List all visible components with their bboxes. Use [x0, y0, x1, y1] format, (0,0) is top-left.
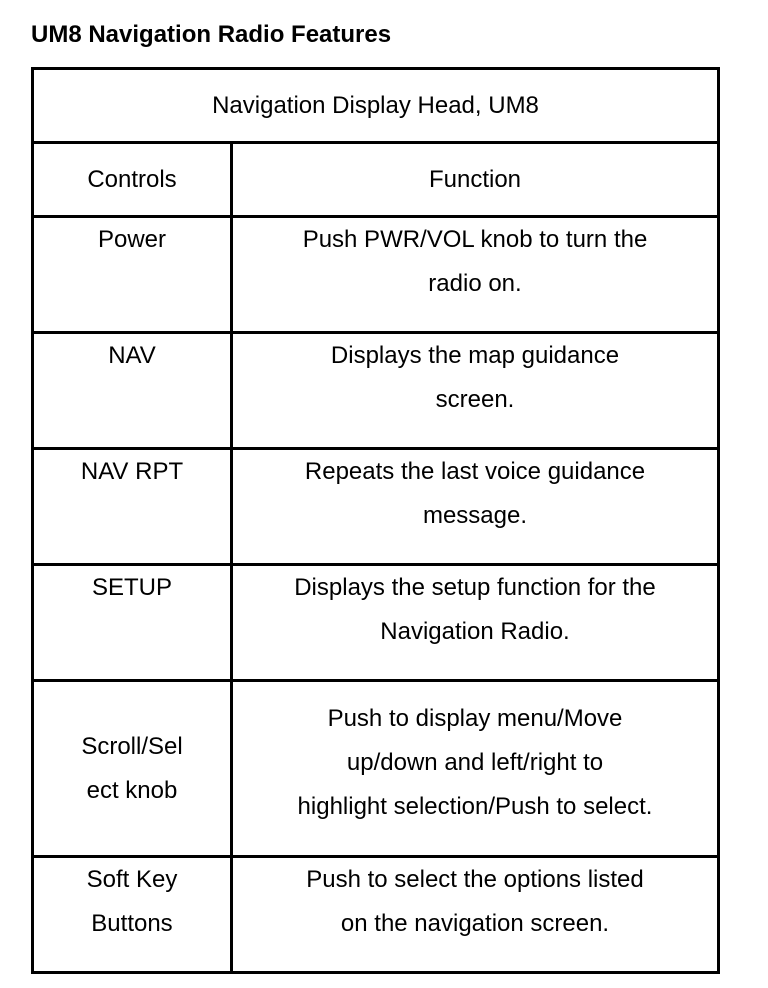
control-cell: NAV — [33, 333, 232, 449]
table-header-row — [33, 69, 719, 143]
function-cell: Repeats the last voice guidance message. — [232, 449, 719, 565]
table-row — [33, 681, 719, 857]
function-cell: Displays the map guidance screen. — [232, 333, 719, 449]
table-row — [33, 333, 719, 449]
control-cell: Soft Key Buttons — [33, 857, 232, 973]
column-header-function: Function — [232, 143, 719, 217]
table-row — [33, 217, 719, 333]
function-cell: Push PWR/VOL knob to turn the radio on. — [232, 217, 719, 333]
column-header-controls: Controls — [33, 143, 232, 217]
column-header-row — [33, 143, 719, 217]
control-cell: Scroll/Sel ect knob — [33, 681, 232, 857]
document-title: UM8 Navigation Radio Features — [31, 21, 392, 48]
table-row — [33, 449, 719, 565]
function-cell: Displays the setup function for the Navigation Radio. — [232, 565, 719, 681]
control-cell: NAV RPT — [33, 449, 232, 565]
table-row — [33, 565, 719, 681]
table-header: Navigation Display Head, UM8 — [33, 69, 719, 143]
control-cell: Power — [33, 217, 232, 333]
control-cell: SETUP — [33, 565, 232, 681]
features-table — [31, 67, 720, 974]
function-cell: Push to display menu/Move up/down and left/right to highlight selection/Push to select. — [232, 681, 719, 857]
table-row — [33, 857, 719, 973]
function-cell: Push to select the options listed on the navigation screen. — [232, 857, 719, 973]
